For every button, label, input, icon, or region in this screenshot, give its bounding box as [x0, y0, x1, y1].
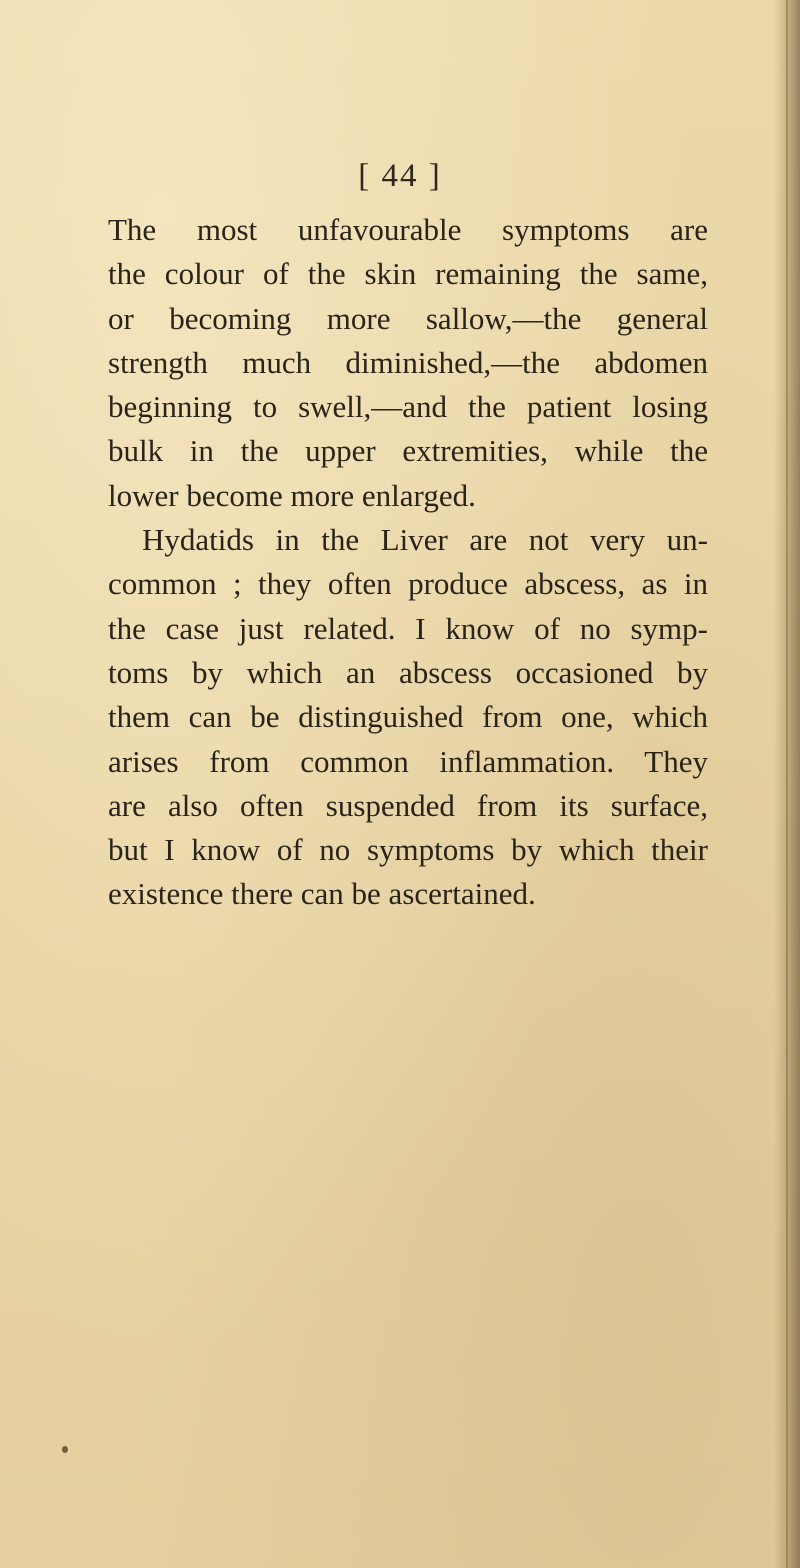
text-line-6: bulk in the upper extremities, while the	[108, 433, 708, 469]
text-line-11: toms by which an abscess occasioned by	[108, 654, 708, 690]
page-number: [ 44 ]	[358, 158, 442, 194]
ink-speck	[62, 1446, 68, 1453]
text-line-15: but I know of no symptoms by which their	[108, 832, 708, 868]
text-line-4: strength much diminished,—the abdomen	[108, 344, 708, 380]
text-line-7: lower become more enlarged.	[108, 477, 476, 513]
page-edge-line	[786, 0, 788, 1568]
text-line-5: beginning to swell,—and the patient losing	[108, 389, 708, 425]
body-text	[108, 208, 708, 917]
text-line-14: are also often suspended from its surface,	[108, 787, 708, 823]
text-line-10: the case just related. I know of no symp-	[108, 610, 708, 646]
text-line-1: The most unfavourable symptoms are	[108, 212, 708, 247]
text-line-3: or becoming more sallow,—the general	[108, 300, 708, 336]
text-line-2: the colour of the skin remaining the same,	[108, 256, 708, 292]
text-line-8: Hydatids in the Liver are not very un-	[142, 522, 708, 558]
text-line-13: arises from common inflammation. They	[108, 743, 708, 779]
text-line-16: existence there can be ascertained.	[108, 876, 536, 912]
text-line-12: them can be distinguished from one, which	[108, 699, 708, 735]
text-line-9: common ; they often produce abscess, as in	[108, 566, 708, 602]
